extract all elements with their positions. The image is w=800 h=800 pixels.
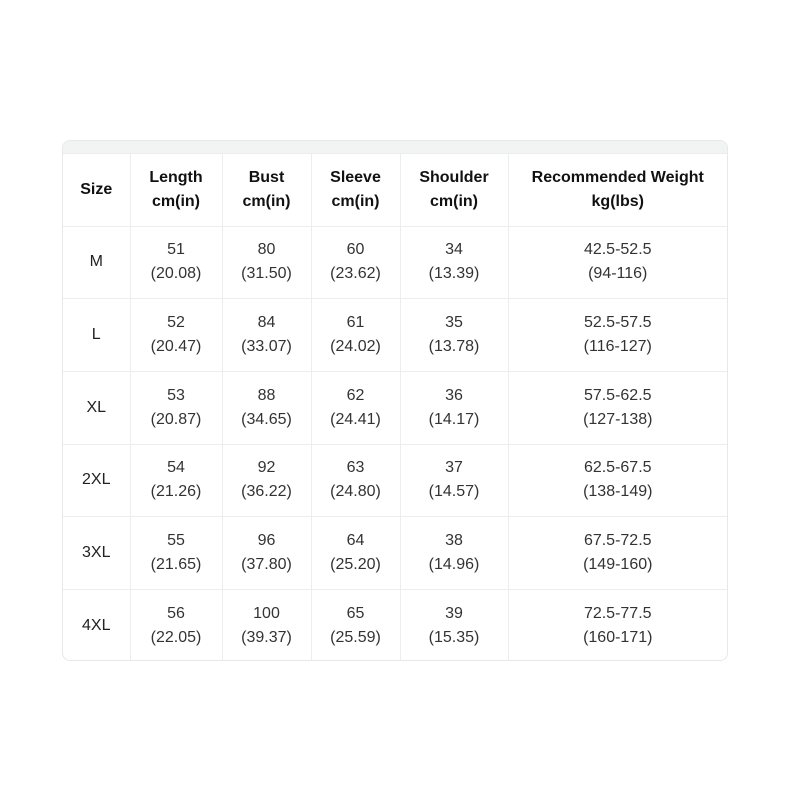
header-size-label: Size <box>80 180 113 198</box>
table-row <box>63 589 727 661</box>
header-bust-unit: cm(in) <box>242 192 291 210</box>
table-row <box>63 299 727 372</box>
sleeve-cell <box>311 299 400 372</box>
shoulder-imperial-value: (14.17) <box>428 410 480 428</box>
shoulder-imperial-value: (14.96) <box>428 556 480 574</box>
weight-cell <box>508 299 727 372</box>
sleeve-cell <box>311 371 400 444</box>
header-bust-label: Bust <box>248 168 285 186</box>
size-cell: 3XL <box>63 517 130 590</box>
header-bust <box>222 154 311 226</box>
shoulder-cell <box>400 299 508 372</box>
length-imperial-value: (21.26) <box>150 483 202 501</box>
shoulder-cell <box>400 226 508 299</box>
table-body <box>63 226 727 661</box>
bust-cell <box>222 226 311 299</box>
sleeve-metric-value: 61 <box>346 314 365 332</box>
shoulder-metric-value: 37 <box>445 459 463 477</box>
shoulder-metric-value: 39 <box>445 605 463 623</box>
weight-cell <box>508 444 727 517</box>
weight-cell <box>508 589 727 661</box>
weight-cell <box>508 226 727 299</box>
shoulder-cell <box>400 444 508 517</box>
sleeve-imperial-value: (24.80) <box>330 483 381 501</box>
header-weight <box>508 154 727 226</box>
header-weight-unit: kg(lbs) <box>591 192 644 210</box>
sleeve-imperial-value: (25.20) <box>330 556 381 574</box>
header-shoulder <box>400 154 508 226</box>
shoulder-cell <box>400 517 508 590</box>
weight-metric-value: 42.5-52.5 <box>583 241 652 259</box>
shoulder-imperial-value: (14.57) <box>428 483 480 501</box>
bust-cell <box>222 299 311 372</box>
sleeve-metric-value: 63 <box>346 459 365 477</box>
bust-imperial-value: (31.50) <box>241 265 292 283</box>
weight-imperial-value: (138-149) <box>583 483 653 501</box>
weight-imperial-value: (94-116) <box>588 265 648 283</box>
shoulder-cell <box>400 589 508 661</box>
size-cell: M <box>63 226 130 299</box>
sleeve-imperial-value: (23.62) <box>330 265 381 283</box>
table-top-strip <box>63 141 727 154</box>
shoulder-imperial-value: (15.35) <box>428 629 480 647</box>
shoulder-imperial-value: (13.39) <box>428 265 480 283</box>
weight-cell <box>508 517 727 590</box>
length-cell <box>130 589 222 661</box>
length-metric-value: 54 <box>167 459 185 477</box>
bust-imperial-value: (33.07) <box>241 338 292 356</box>
bust-metric-value: 92 <box>257 459 276 477</box>
length-metric-value: 56 <box>167 605 185 623</box>
length-cell <box>130 444 222 517</box>
bust-metric-value: 100 <box>253 605 280 623</box>
header-sleeve <box>311 154 400 226</box>
size-cell: 2XL <box>63 444 130 517</box>
sleeve-cell <box>311 589 400 661</box>
shoulder-metric-value: 36 <box>445 386 463 404</box>
sleeve-metric-value: 65 <box>346 605 365 623</box>
header-weight-label: Recommended Weight <box>531 168 704 186</box>
shoulder-metric-value: 38 <box>445 532 463 550</box>
weight-metric-value: 52.5-57.5 <box>583 314 652 332</box>
weight-imperial-value: (127-138) <box>583 410 653 428</box>
length-cell <box>130 371 222 444</box>
size-chart-table <box>63 154 727 661</box>
header-sleeve-unit: cm(in) <box>331 192 380 210</box>
sleeve-metric-value: 60 <box>346 241 365 259</box>
sleeve-cell <box>311 226 400 299</box>
bust-cell <box>222 371 311 444</box>
shoulder-imperial-value: (13.78) <box>428 338 480 356</box>
length-metric-value: 55 <box>167 532 185 550</box>
weight-imperial-value: (160-171) <box>583 629 653 647</box>
header-shoulder-label: Shoulder <box>419 168 489 186</box>
header-length-unit: cm(in) <box>152 192 200 210</box>
shoulder-metric-value: 34 <box>445 241 463 259</box>
bust-metric-value: 84 <box>257 314 276 332</box>
header-shoulder-unit: cm(in) <box>430 192 478 210</box>
length-metric-value: 51 <box>167 241 185 259</box>
weight-imperial-value: (116-127) <box>583 338 652 356</box>
sleeve-metric-value: 62 <box>346 386 365 404</box>
bust-cell <box>222 517 311 590</box>
weight-metric-value: 72.5-77.5 <box>583 605 652 623</box>
weight-metric-value: 57.5-62.5 <box>583 386 652 404</box>
bust-cell <box>222 444 311 517</box>
header-length-label: Length <box>149 168 203 186</box>
sleeve-imperial-value: (24.02) <box>330 338 381 356</box>
table-row <box>63 371 727 444</box>
header-size <box>63 154 130 226</box>
bust-imperial-value: (34.65) <box>241 410 292 428</box>
bust-imperial-value: (36.22) <box>241 483 292 501</box>
size-cell: 4XL <box>63 589 130 661</box>
weight-metric-value: 62.5-67.5 <box>583 459 652 477</box>
bust-cell <box>222 589 311 661</box>
table-row <box>63 444 727 517</box>
size-chart-table-container <box>62 140 728 661</box>
table-row <box>63 226 727 299</box>
header-length <box>130 154 222 226</box>
sleeve-imperial-value: (25.59) <box>330 629 381 647</box>
length-cell <box>130 226 222 299</box>
length-metric-value: 53 <box>167 386 185 404</box>
size-cell: L <box>63 299 130 372</box>
bust-imperial-value: (39.37) <box>241 629 292 647</box>
table-row <box>63 517 727 590</box>
shoulder-metric-value: 35 <box>445 314 463 332</box>
length-cell <box>130 517 222 590</box>
length-metric-value: 52 <box>167 314 185 332</box>
length-imperial-value: (20.08) <box>150 265 202 283</box>
header-sleeve-label: Sleeve <box>330 168 381 186</box>
header-row <box>63 154 727 226</box>
weight-imperial-value: (149-160) <box>583 556 653 574</box>
bust-metric-value: 88 <box>257 386 276 404</box>
length-imperial-value: (20.47) <box>150 338 202 356</box>
sleeve-cell <box>311 517 400 590</box>
sleeve-imperial-value: (24.41) <box>330 410 381 428</box>
weight-cell <box>508 371 727 444</box>
bust-metric-value: 96 <box>257 532 276 550</box>
weight-metric-value: 67.5-72.5 <box>583 532 652 550</box>
bust-metric-value: 80 <box>257 241 276 259</box>
length-imperial-value: (21.65) <box>150 556 202 574</box>
sleeve-metric-value: 64 <box>346 532 365 550</box>
size-cell: XL <box>63 371 130 444</box>
shoulder-cell <box>400 371 508 444</box>
length-imperial-value: (22.05) <box>150 629 202 647</box>
length-cell <box>130 299 222 372</box>
bust-imperial-value: (37.80) <box>241 556 292 574</box>
sleeve-cell <box>311 444 400 517</box>
length-imperial-value: (20.87) <box>150 410 202 428</box>
